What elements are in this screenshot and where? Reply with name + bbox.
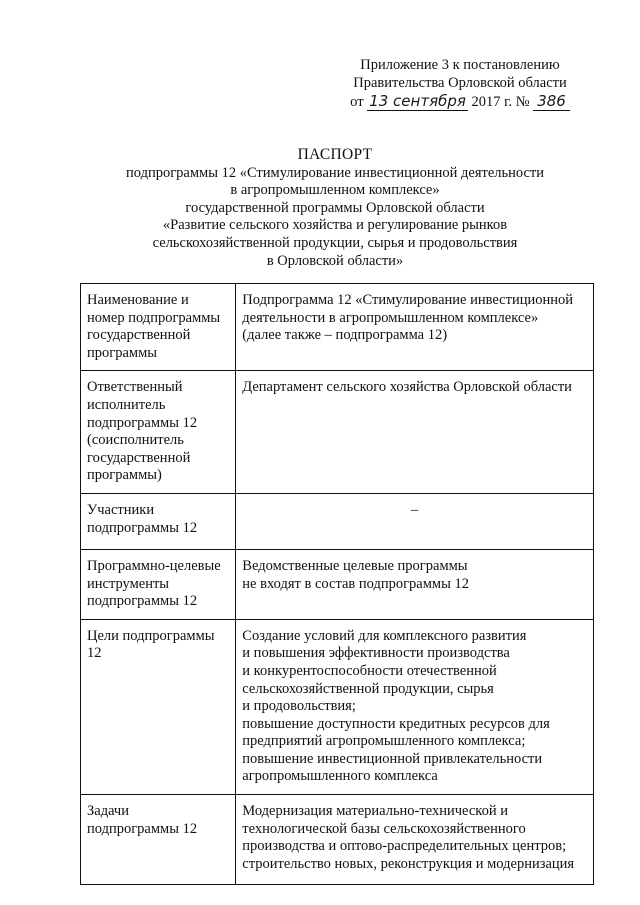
title-line: государственной программы Орловской области [185, 199, 485, 216]
title-line: «Развитие сельского хозяйства и регулирование рынков [162, 217, 508, 234]
title-line: подпрограммы 12 «Стимулирование инвестиционной деятельности [125, 164, 545, 181]
table-row [81, 493, 594, 549]
appendix-line-1: Приложение 3 к постановлению [360, 57, 560, 73]
table-row [81, 795, 594, 885]
row-label [81, 549, 236, 619]
label-line: программы [87, 344, 157, 361]
title-line: в Орловской области» [266, 252, 404, 269]
label-line: Программно-целевые [87, 557, 221, 574]
label-line: номер подпрограммы [87, 309, 221, 326]
passport-table [80, 283, 594, 885]
row-value [236, 619, 594, 794]
value-line: технологической базы сельскохозяйственного [242, 820, 526, 837]
label-line: подпрограммы 12 [87, 519, 198, 536]
value-line: агропромышленного комплекса [242, 768, 438, 785]
value-line: и конкурентоспособности отечественной [242, 662, 497, 679]
value-line: предприятий агропромышленного комплекса; [242, 733, 526, 750]
row-value [236, 493, 594, 549]
value-line: строительство новых, реконструкция и модернизация [242, 855, 575, 872]
row-label [81, 795, 236, 885]
label-line: инструменты [87, 575, 170, 592]
passport-heading: ПАСПОРТ [297, 146, 373, 163]
value-line: Создание условий для комплексного развития [242, 627, 527, 644]
handwritten-date: 13 сентября [369, 92, 466, 110]
document-title [80, 146, 590, 270]
value-line: повышение инвестиционной привлекательности [242, 750, 543, 767]
handwritten-number: 386 [533, 92, 570, 111]
row-label [81, 619, 236, 794]
value-dash: – [411, 501, 419, 518]
label-line: подпрограммы 12 [87, 593, 198, 610]
value-line: деятельности в агропромышленном комплексе» [242, 309, 539, 326]
title-line: сельскохозяйственной продукции, сырья и продовольствия [152, 234, 518, 251]
row-value [236, 549, 594, 619]
table-row [81, 549, 594, 619]
appendix-year: 2017 г. № [471, 94, 530, 110]
appendix-prefix: от [350, 94, 364, 110]
value-line: Ведомственные целевые программы [242, 557, 468, 574]
value-line: и продовольствия; [242, 698, 356, 715]
value-line: Модернизация материально-технической и [242, 803, 508, 820]
value-line: (далее также – подпрограмма 12) [242, 327, 448, 344]
label-line: государственной [87, 449, 191, 466]
row-label [81, 493, 236, 549]
label-line: государственной [87, 327, 191, 344]
value-line: не входят в состав подпрограммы 12 [242, 575, 469, 592]
row-value [236, 795, 594, 885]
table-row [81, 371, 594, 494]
appendix-line-3 [330, 92, 590, 111]
label-line: 12 [87, 645, 102, 662]
label-line: подпрограммы 12 [87, 414, 198, 431]
appendix-block [330, 56, 590, 111]
label-line: (соисполнитель [87, 432, 184, 449]
label-line: Цели подпрограммы [87, 627, 215, 644]
row-value [236, 284, 594, 371]
title-line: в агропромышленном комплексе» [230, 182, 440, 199]
label-line: Задачи [87, 803, 129, 820]
label-line: Наименование и [87, 292, 189, 308]
row-label [81, 284, 236, 371]
row-value [236, 371, 594, 494]
label-line: Ответственный [87, 379, 183, 396]
label-line: программы) [87, 467, 162, 484]
label-line: исполнитель [87, 396, 166, 413]
label-line: подпрограммы 12 [87, 820, 198, 837]
value-line: сельскохозяйственной продукции, сырья [242, 680, 494, 697]
value-line: Департамент сельского хозяйства Орловской области [242, 379, 572, 396]
row-label [81, 371, 236, 494]
value-line: Подпрограмма 12 «Стимулирование инвестиционной [242, 292, 574, 308]
table-row [81, 619, 594, 794]
table-row [81, 284, 594, 371]
label-line: Участники [87, 501, 155, 518]
value-line: повышение доступности кредитных ресурсов для [242, 715, 550, 732]
value-line: производства и оптово-распределительных центров; [242, 838, 567, 855]
appendix-line-2: Правительства Орловской области [353, 75, 567, 91]
value-line: и повышения эффективности производства [242, 645, 510, 662]
